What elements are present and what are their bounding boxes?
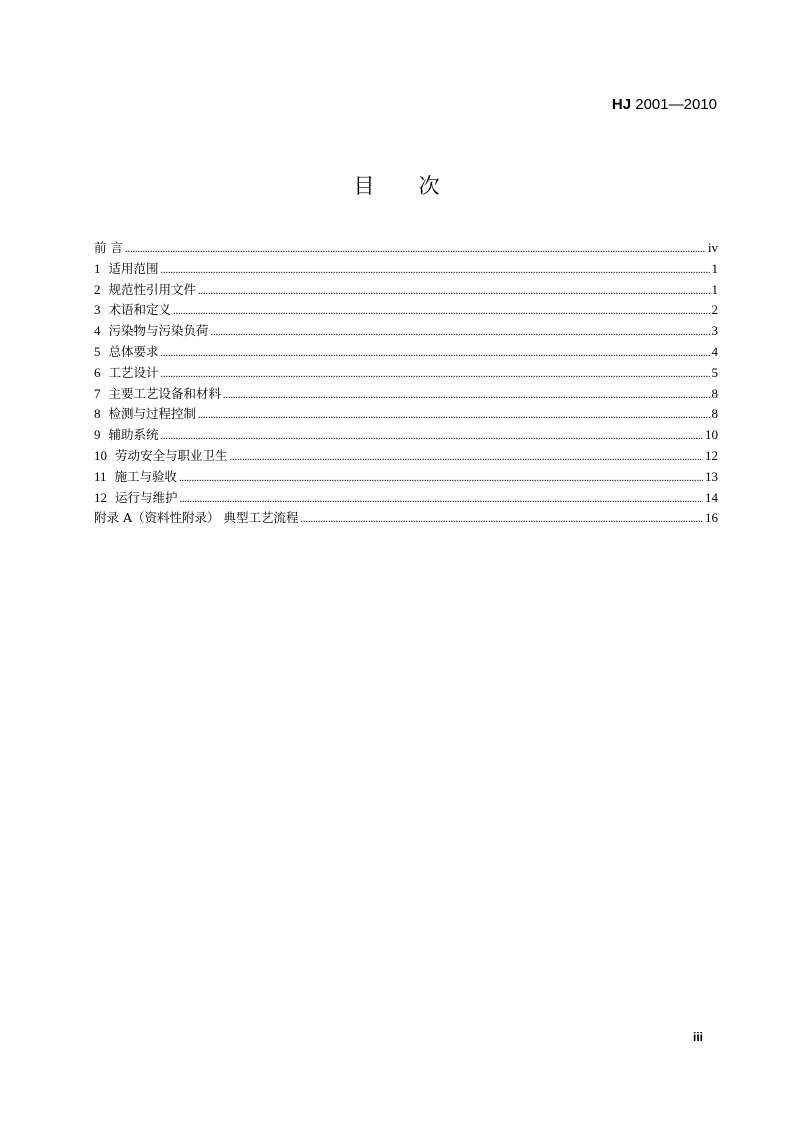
toc-dot-leader xyxy=(161,261,710,282)
toc-entry-page: 8 xyxy=(711,385,718,401)
toc-entry-preface[interactable] xyxy=(94,238,718,259)
toc-entry-page: 3 xyxy=(711,323,718,339)
toc-entry-number: 2 xyxy=(94,281,101,297)
toc-entry-page: 16 xyxy=(705,510,718,526)
toc-dot-leader xyxy=(198,282,709,303)
toc-entry-label: 劳动安全与职业卫生 xyxy=(115,447,228,463)
toc-entry-label: 工艺设计 xyxy=(108,364,159,380)
document-code-prefix: HJ xyxy=(611,96,632,113)
toc-entry-3[interactable] xyxy=(94,300,718,321)
document-code-number: 2001—2010 xyxy=(635,96,717,113)
toc-entry-label: 污染物与污染负荷 xyxy=(108,323,209,339)
toc-entry-label: 检测与过程控制 xyxy=(108,406,197,422)
toc-entry-label: 辅助系统 xyxy=(108,427,159,443)
toc-dot-leader xyxy=(230,448,703,469)
toc-dot-leader xyxy=(300,510,703,531)
table-of-contents xyxy=(94,238,718,529)
toc-dot-leader xyxy=(223,386,709,407)
toc-entry-page: 1 xyxy=(711,281,718,297)
toc-entry-page: 8 xyxy=(711,406,718,422)
toc-entry-11[interactable] xyxy=(94,467,718,488)
toc-entry-number: 9 xyxy=(94,427,101,443)
toc-entry-number: 3 xyxy=(94,302,101,318)
toc-dot-leader xyxy=(161,427,703,448)
toc-entry-6[interactable] xyxy=(94,363,718,384)
toc-entry-number: 8 xyxy=(94,406,101,422)
toc-dot-leader xyxy=(179,469,703,490)
toc-entry-number: 10 xyxy=(94,447,107,463)
toc-entry-number: 12 xyxy=(94,489,107,505)
toc-entry-label: 运行与维护 xyxy=(115,489,178,505)
toc-entry-5[interactable] xyxy=(94,342,718,363)
document-code xyxy=(612,96,717,113)
toc-entry-page: 1 xyxy=(711,260,718,276)
toc-entry-10[interactable] xyxy=(94,446,718,467)
toc-dot-leader xyxy=(180,490,703,511)
toc-dot-leader xyxy=(211,323,710,344)
toc-entry-1[interactable] xyxy=(94,259,718,280)
toc-dot-leader xyxy=(198,406,709,427)
toc-dot-leader xyxy=(173,302,709,323)
toc-entry-label: 附录 A（资料性附录） 典型工艺流程 xyxy=(94,510,299,526)
toc-entry-number: 5 xyxy=(94,343,101,359)
toc-entry-7[interactable] xyxy=(94,384,718,405)
page-number: iii xyxy=(692,1030,703,1044)
toc-entry-label: 适用范围 xyxy=(108,260,159,276)
toc-entry-page: 4 xyxy=(711,343,718,359)
toc-entry-2[interactable] xyxy=(94,280,718,301)
toc-entry-8[interactable] xyxy=(94,404,718,425)
toc-dot-leader xyxy=(161,344,710,365)
toc-title: 目次 xyxy=(353,174,484,198)
toc-entry-4[interactable] xyxy=(94,321,718,342)
toc-entry-label: 前 言 xyxy=(94,240,123,255)
toc-entry-number: 11 xyxy=(94,468,107,484)
toc-entry-9[interactable] xyxy=(94,425,718,446)
toc-entry-page: 14 xyxy=(705,489,718,505)
toc-entry-label: 总体要求 xyxy=(108,343,159,359)
toc-entry-page: 10 xyxy=(705,427,718,443)
toc-entry-number: 6 xyxy=(94,364,101,380)
toc-entry-number: 1 xyxy=(94,260,101,276)
toc-entry-12[interactable] xyxy=(94,488,718,509)
toc-entry-label: 主要工艺设备和材料 xyxy=(108,385,222,401)
toc-entry-page: 13 xyxy=(705,468,718,484)
toc-entry-page: 2 xyxy=(711,302,718,318)
toc-entry-appendix-a[interactable] xyxy=(94,508,718,529)
toc-entry-label: 规范性引用文件 xyxy=(108,281,197,297)
toc-entry-number: 4 xyxy=(94,323,101,339)
toc-dot-leader xyxy=(161,365,710,386)
toc-entry-label: 术语和定义 xyxy=(108,302,172,318)
toc-entry-page: 5 xyxy=(711,364,718,380)
toc-entry-number: 7 xyxy=(94,385,101,401)
toc-dot-leader xyxy=(125,240,706,261)
toc-entry-label: 施工与验收 xyxy=(114,468,178,484)
toc-entry-page: iv xyxy=(707,240,718,255)
toc-entry-page: 12 xyxy=(705,447,718,463)
